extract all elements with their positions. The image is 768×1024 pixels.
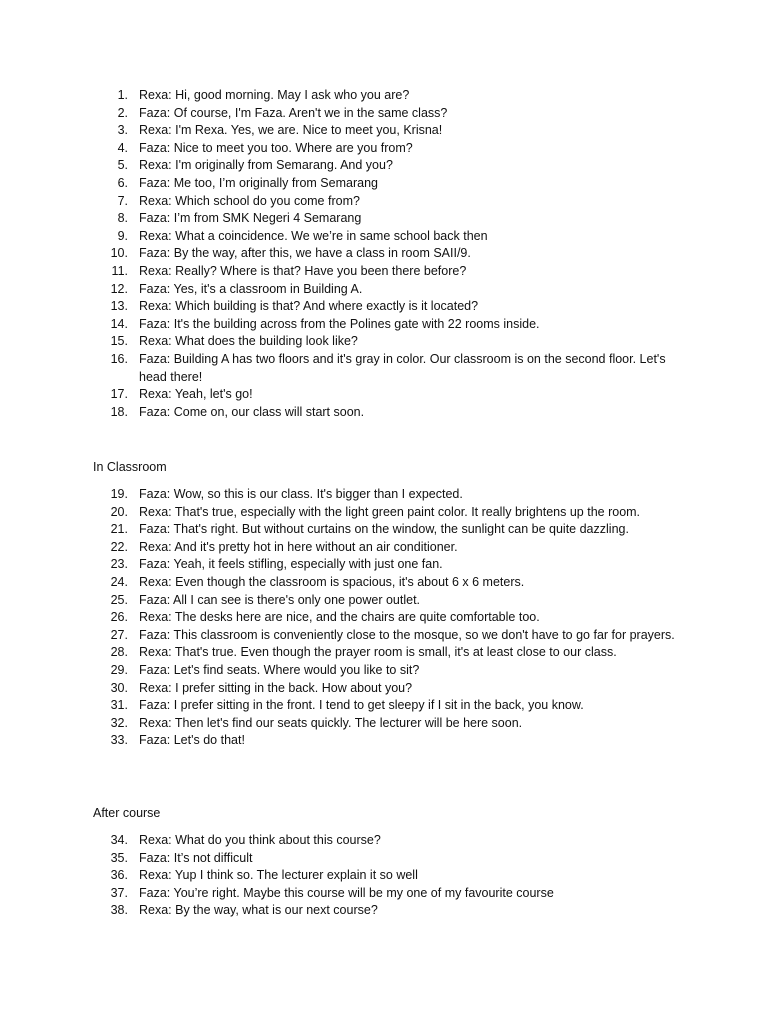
dialogue-line [0, 486, 679, 504]
line-number: 9. [117, 228, 128, 243]
line-number: 12. [110, 281, 128, 296]
line-number: 22. [110, 539, 128, 554]
line-number: 38. [110, 903, 128, 918]
dialogue-line [0, 228, 679, 246]
line-number: 4. [117, 140, 128, 155]
section-heading-after-course: After course [93, 806, 161, 820]
line-number: 36. [110, 868, 128, 883]
dialogue-line [0, 404, 679, 422]
dialogue-list [0, 87, 768, 421]
dialogue-line [0, 351, 679, 386]
dialogue-line [0, 521, 679, 539]
line-number: 35. [110, 850, 128, 865]
line-text: Rexa: I'm originally from Semarang. And you? [139, 158, 393, 173]
dialogue-list [0, 832, 768, 920]
dialogue-line [0, 298, 679, 316]
line-number: 11. [111, 263, 128, 278]
dialogue-line [0, 609, 679, 627]
line-number: 8. [117, 211, 128, 226]
line-text: Faza: By the way, after this, we have a class in room SAII/9. [139, 246, 471, 261]
line-number: 34. [110, 833, 128, 847]
line-text: Rexa: What a coincidence. We we’re in same school back then [139, 228, 488, 243]
line-text: Faza: Me too, I’m originally from Semarang [139, 175, 378, 190]
line-text: Rexa: Hi, good morning. May I ask who you are? [139, 88, 410, 102]
dialogue-line [0, 832, 679, 850]
dialogue-line [0, 263, 679, 281]
line-text: Faza: I prefer sitting in the front. I tend to get sleepy if I sit in the back, you know. [139, 698, 584, 713]
dialogue-line [0, 574, 679, 592]
line-text: Rexa: What do you think about this course? [139, 833, 381, 847]
line-text: Rexa: Then let's find our seats quickly. The lecturer will be here soon. [139, 715, 523, 730]
line-number: 1. [117, 88, 128, 102]
dialogue-line [0, 627, 679, 645]
line-number: 20. [110, 504, 128, 519]
line-text: Faza: Nice to meet you too. Where are you from? [139, 140, 413, 155]
dialogue-line [0, 539, 679, 557]
dialogue-line [0, 715, 679, 733]
line-text: Faza: You’re right. Maybe this course will be my one of my favourite course [139, 885, 554, 900]
line-text: Faza: Yeah, it feels stifling, especially with just one fan. [139, 557, 443, 572]
dialogue-line [0, 210, 679, 228]
dialogue-line [0, 680, 679, 698]
line-text: Rexa: The desks here are nice, and the chairs are quite comfortable too. [139, 610, 540, 625]
line-text: Faza: It’s not difficult [139, 850, 253, 865]
dialogue-line [0, 245, 679, 263]
line-text: Faza: Let's find seats. Where would you like to sit? [139, 662, 420, 677]
line-number: 31. [110, 698, 128, 713]
dialogue-line [0, 157, 679, 175]
line-text: Faza: Yes, it's a classroom in Building A. [139, 281, 363, 296]
line-number: 17. [110, 387, 128, 402]
line-number: 28. [110, 645, 128, 660]
dialogue-line [0, 333, 679, 351]
line-text: Faza: Let's do that! [139, 733, 245, 748]
dialogue-line [0, 105, 679, 123]
line-text: Rexa: What does the building look like? [139, 334, 358, 349]
dialogue-line [0, 885, 679, 903]
line-number: 30. [110, 680, 128, 695]
line-number: 27. [110, 627, 128, 642]
line-text: Rexa: Yeah, let's go! [139, 387, 253, 402]
line-text: Faza: All I can see is there's only one power outlet. [139, 592, 421, 607]
line-number: 15. [110, 334, 128, 349]
dialogue-line [0, 592, 679, 610]
line-text: Faza: That's right. But without curtains on the window, the sunlight can be quite dazzling. [139, 522, 629, 537]
line-text: Rexa: Even though the classroom is spacious, it's about 6 x 6 meters. [139, 574, 525, 589]
dialogue-line [0, 732, 679, 750]
dialogue-section-in-classroom [0, 486, 768, 750]
line-text: Faza: It's the building across from the Polines gate with 22 rooms inside. [139, 316, 540, 331]
line-text: Faza: Wow, so this is our class. It's bigger than I expected. [139, 487, 463, 501]
line-number: 19. [110, 487, 128, 501]
dialogue-line [0, 556, 679, 574]
line-number: 32. [110, 715, 128, 730]
dialogue-line [0, 87, 679, 105]
line-number: 23. [110, 557, 128, 572]
section-heading-in-classroom: In Classroom [93, 460, 167, 474]
line-text: Rexa: And it's pretty hot in here without an air conditioner. [139, 539, 458, 554]
line-text: Faza: I’m from SMK Negeri 4 Semarang [139, 211, 362, 226]
line-number: 29. [110, 662, 128, 677]
line-text: Faza: Of course, I'm Faza. Aren't we in the same class? [139, 105, 448, 120]
line-text: Rexa: I'm Rexa. Yes, we are. Nice to meet you, Krisna! [139, 123, 443, 138]
dialogue-line [0, 281, 679, 299]
line-number: 24. [110, 574, 128, 589]
line-text: Rexa: By the way, what is our next course? [139, 903, 378, 918]
line-number: 5. [117, 158, 128, 173]
line-text: Rexa: That's true, especially with the light green paint color. It really brightens up the room. [139, 504, 641, 519]
dialogue-line [0, 697, 679, 715]
line-number: 3. [117, 123, 128, 138]
dialogue-line [0, 662, 679, 680]
line-number: 25. [110, 592, 128, 607]
dialogue-line [0, 644, 679, 662]
line-number: 33. [110, 733, 128, 748]
line-text: Rexa: I prefer sitting in the back. How about you? [139, 680, 413, 695]
dialogue-section-greeting [0, 87, 768, 421]
line-text: Rexa: Yup I think so. The lecturer explain it so well [139, 868, 418, 883]
line-number: 14. [110, 316, 128, 331]
line-text: Faza: Come on, our class will start soon. [139, 404, 365, 419]
line-number: 7. [117, 193, 128, 208]
line-number: 2. [117, 105, 128, 120]
dialogue-section-after-course [0, 832, 768, 920]
dialogue-line [0, 504, 679, 522]
line-number: 18. [110, 404, 128, 419]
line-text: Rexa: Really? Where is that? Have you been there before? [139, 263, 467, 278]
dialogue-line [0, 386, 679, 404]
line-text: Faza: Building A has two floors and it's gray in color. Our classroom is on the second floor. Let's head there! [139, 351, 666, 384]
line-number: 37. [110, 885, 128, 900]
line-number: 10. [110, 246, 128, 261]
line-text: Rexa: That's true. Even though the prayer room is small, it's at least close to our class. [139, 645, 617, 660]
dialogue-line [0, 193, 679, 211]
line-text: Rexa: Which building is that? And where exactly is it located? [139, 299, 479, 314]
dialogue-line [0, 175, 679, 193]
dialogue-line [0, 140, 679, 158]
dialogue-line [0, 850, 679, 868]
line-number: 16. [110, 351, 128, 366]
line-number: 26. [110, 610, 128, 625]
dialogue-line [0, 902, 679, 920]
dialogue-list [0, 486, 768, 750]
line-text: Rexa: Which school do you come from? [139, 193, 360, 208]
dialogue-line [0, 316, 679, 334]
dialogue-line [0, 122, 679, 140]
line-number: 13. [110, 299, 128, 314]
line-text: Faza: This classroom is conveniently close to the mosque, so we don't have to go far for prayers. [139, 627, 675, 642]
dialogue-line [0, 867, 679, 885]
line-number: 21. [110, 522, 128, 537]
line-number: 6. [117, 175, 128, 190]
